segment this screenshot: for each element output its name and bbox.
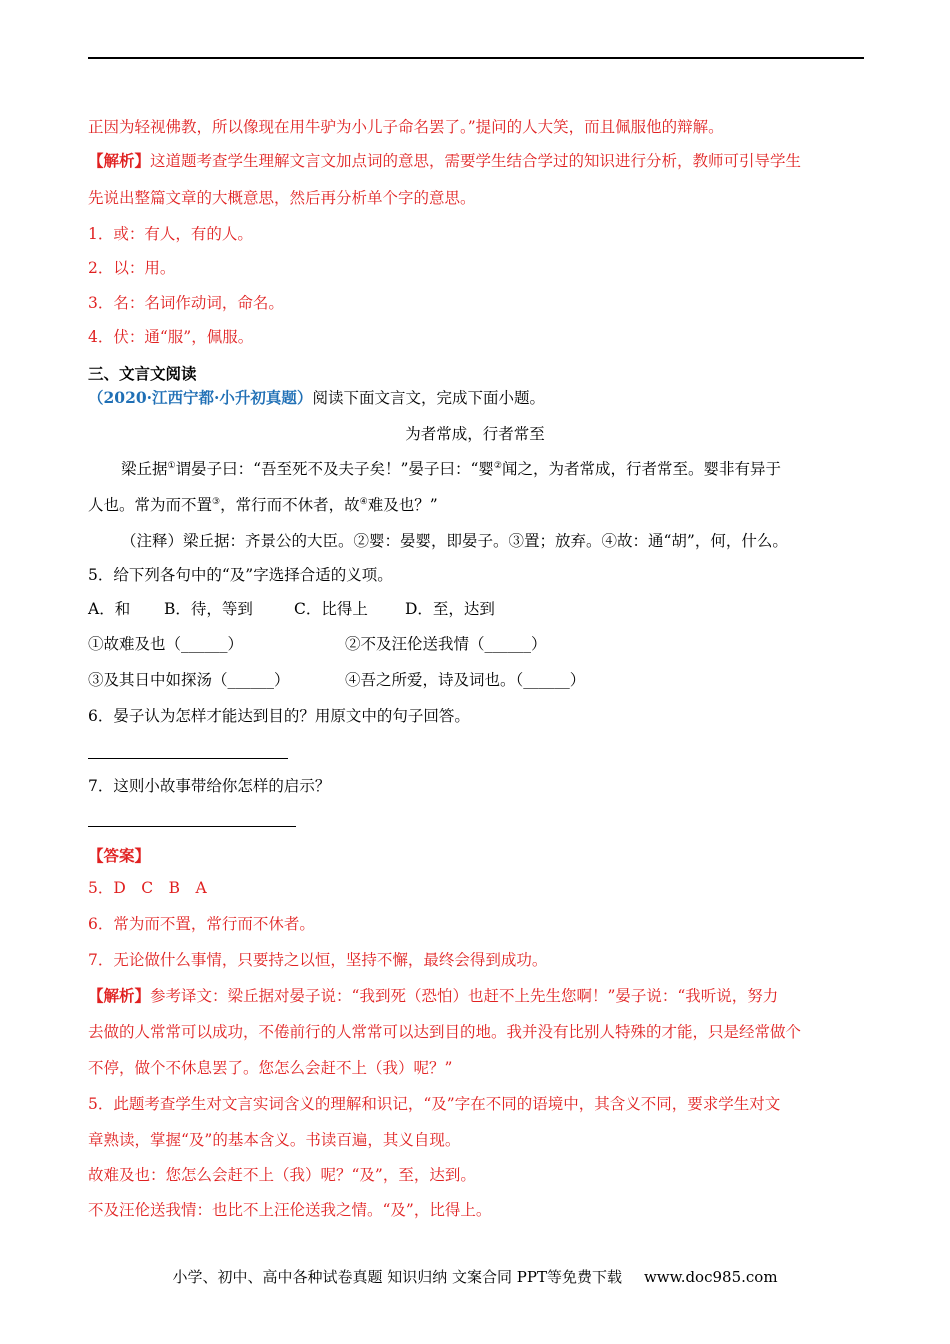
analysis-label: 【解析】 [88, 151, 151, 170]
translation-tail: 正因为轻视佛教，所以像现在用牛驴为小儿子命名罢了。”提问的人大笑，而且佩服他的辩解。 [88, 118, 724, 136]
passage-text: ，常行而不休者，故 [220, 496, 360, 514]
answer-item: 5．D C B A [88, 879, 207, 897]
footnote-marker: ① [167, 460, 176, 471]
explanation-5-line-2: 章熟读，掌握“及”的基本含义。书读百遍，其义自现。 [88, 1131, 461, 1149]
passage-text: 闻之，为者常成，行者常至。婴非有异于 [501, 460, 781, 478]
footer-text: 小学、初中、高中各种试卷真题 知识归纳 文案合同 PPT等免费下载 [172, 1268, 622, 1286]
instruction: 阅读下面文言文，完成下面小题。 [312, 389, 545, 407]
q5-item: ①故难及也（______） [88, 635, 244, 653]
question-6: 6．晏子认为怎样才能达到目的？用原文中的句子回答。 [88, 707, 470, 725]
q5-option: D．至，达到 [405, 600, 495, 618]
definition-item: 1．或：有人，有的人。 [88, 225, 253, 243]
q5-item: ②不及汪伦送我情（______） [345, 635, 547, 653]
answer-item: 6．常为而不置，常行而不休者。 [88, 915, 315, 933]
q5-option: B．待，等到 [164, 600, 253, 618]
passage-line-2 [88, 495, 438, 515]
analysis-label: 【解析】 [88, 986, 151, 1005]
footnote-marker: ④ [359, 496, 368, 507]
q5-option: A．和 [88, 600, 131, 618]
q5-item: ④吾之所爱，诗及词也。（______） [345, 671, 586, 689]
explanation-5-line-1: 5．此题考查学生对文言实词含义的理解和识记，“及”字在不同的语境中，其含义不同，要求学生对文 [88, 1095, 781, 1113]
question-source: （2020·江西宁都·小升初真题） [88, 388, 313, 407]
page-footer [0, 1267, 950, 1287]
footnote-marker: ② [493, 460, 502, 471]
q5-option: C．比得上 [294, 600, 368, 618]
passage-text: 梁丘据 [121, 460, 168, 478]
passage-title: 为者常成，行者常至 [405, 425, 545, 443]
explanation-5-line-4: 不及汪伦送我情：也比不上汪伦送我之情。“及”，比得上。 [88, 1201, 492, 1219]
analysis-1-line-2: 先说出整篇文章的大概意思，然后再分析单个字的意思。 [88, 189, 476, 207]
definition-item: 3．名：名词作动词，命名。 [88, 294, 284, 312]
passage-notes: （注释）梁丘据：齐景公的大臣。②婴：晏婴，即晏子。③置；放弃。④故：通“胡”，何，什么。 [121, 532, 788, 550]
question-7: 7．这则小故事带给你怎样的启示？ [88, 777, 331, 795]
analysis-2-line-1 [88, 986, 778, 1006]
answer-item: 7．无论做什么事情，只要持之以恒，坚持不懈，最终会得到成功。 [88, 951, 548, 969]
analysis-2-line-3: 不停，做个不休息罢了。您怎么会赶不上（我）呢？” [88, 1059, 453, 1077]
analysis-text: 参考译文：梁丘据对晏子说：“我到死（恐怕）也赶不上先生您啊！”晏子说：“我听说，努力 [150, 987, 779, 1005]
analysis-text: 这道题考查学生理解文言文加点词的意思，需要学生结合学过的知识进行分析，教师可引导学生 [150, 152, 802, 170]
section-heading: 三、文言文阅读 [88, 364, 197, 383]
explanation-5-line-3: 故难及也：您怎么会赶不上（我）呢？“及”，至，达到。 [88, 1166, 476, 1184]
analysis-1-line-1 [88, 151, 801, 171]
q5-item: ③及其日中如探汤（______） [88, 671, 290, 689]
passage-text: 人也。常为而不置 [88, 496, 213, 514]
definition-item: 4．伏：通“服”，佩服。 [88, 328, 254, 346]
answer-blank-6[interactable] [88, 758, 288, 759]
question-source-line [88, 388, 545, 408]
question-5: 5．给下列各句中的“及”字选择合适的义项。 [88, 566, 393, 584]
passage-text: 谓晏子曰：“吾至死不及夫子矣！”晏子曰：“婴 [175, 460, 494, 478]
passage-line-1 [121, 459, 781, 479]
footer-link[interactable]: www.doc985.com [643, 1268, 778, 1286]
passage-text: 难及也？” [367, 496, 438, 514]
definition-item: 2．以：用。 [88, 259, 176, 277]
footnote-marker: ③ [212, 496, 221, 507]
analysis-2-line-2: 去做的人常常可以成功，不倦前行的人常常可以达到目的地。我并没有比别人特殊的才能，只是经常做个 [88, 1023, 802, 1041]
answer-label: 【答案】 [88, 846, 151, 865]
header-rule [88, 57, 864, 59]
answer-blank-7[interactable] [88, 826, 296, 827]
